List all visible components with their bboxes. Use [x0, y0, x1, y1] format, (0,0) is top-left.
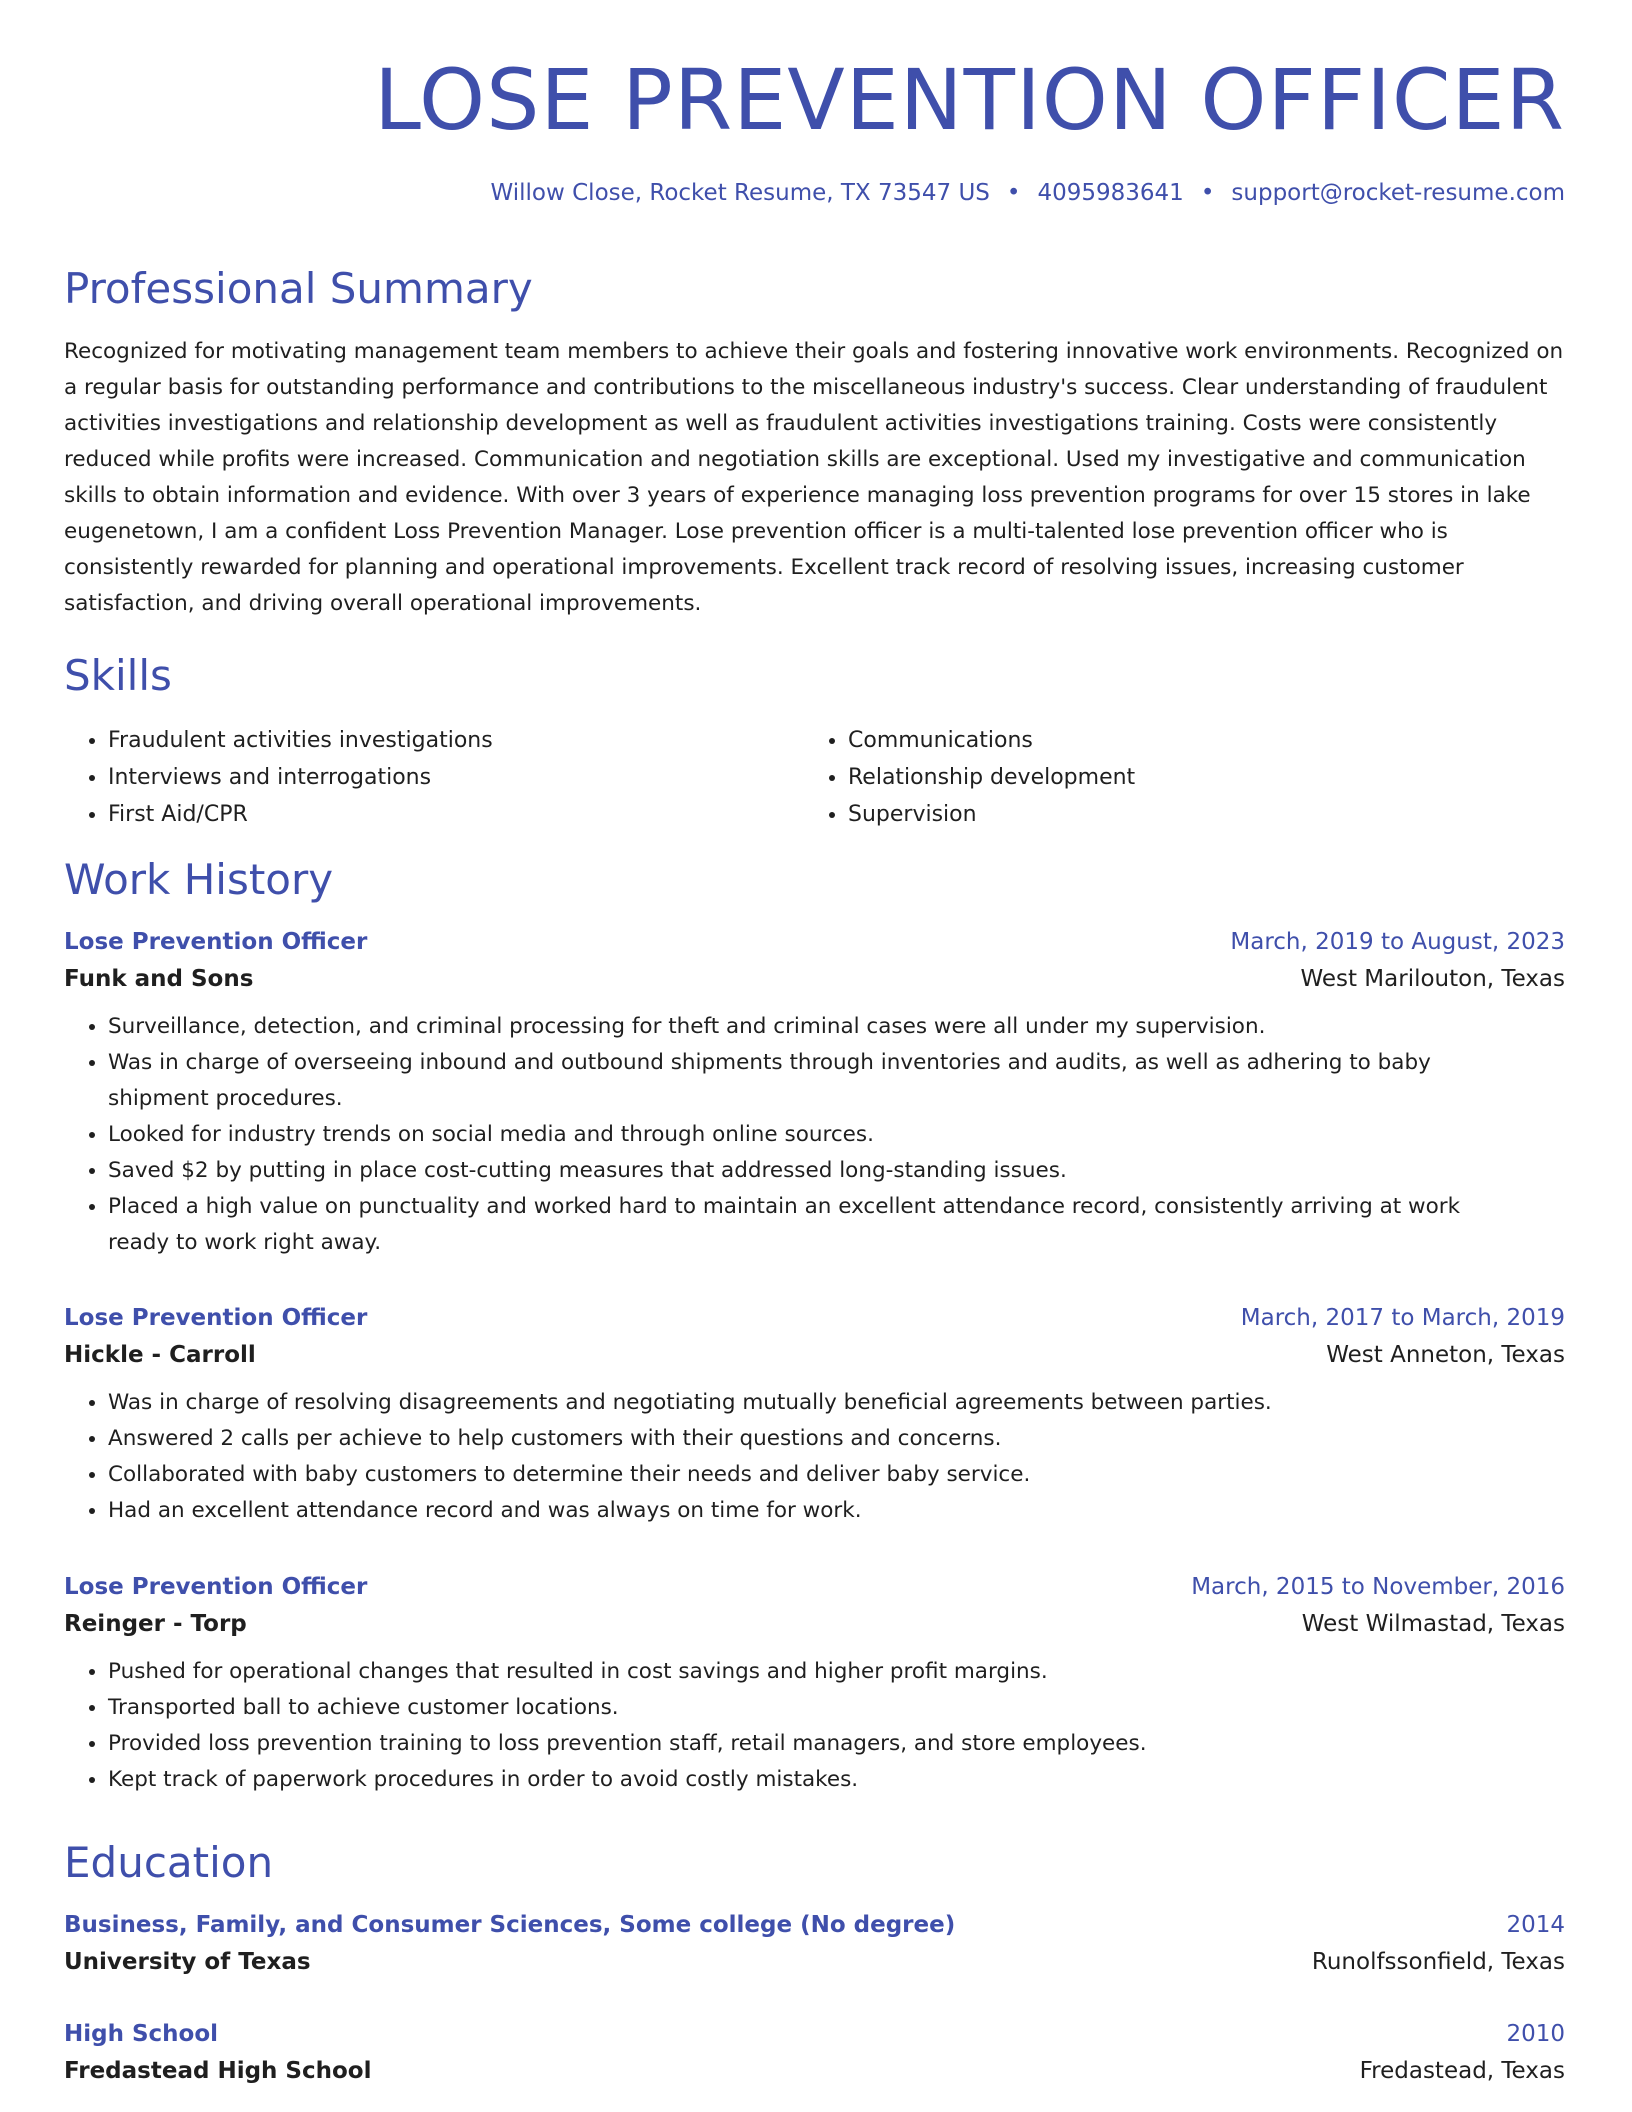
job-dates: March, 2019 to August, 2023: [1230, 929, 1565, 955]
job-bullet: • Provided loss prevention training to loss prevention staff, retail managers, and store employees.: [108, 1726, 1565, 1762]
contact-phone: 4095983641: [1037, 180, 1184, 206]
job-entry: [64, 925, 1565, 1261]
contact-line: [491, 178, 1565, 208]
resume-name: LOSE PREVENTION OFFICER: [374, 51, 1565, 149]
job-bullet: • Kept track of paperwork procedures in order to avoid costly mistakes.: [108, 1762, 1565, 1798]
skills-heading: Skills: [64, 651, 172, 700]
education-location: Runolfssonfield, Texas: [1311, 1949, 1565, 1975]
job-bullet: • Answered 2 calls per achieve to help customers with their questions and concerns.: [108, 1421, 1565, 1457]
skills-column-right: [804, 722, 1544, 833]
skill-item: • Interviews and interrogations: [108, 759, 804, 796]
skill-item: • First Aid/CPR: [108, 796, 804, 833]
job-title: Lose Prevention Officer: [64, 929, 368, 955]
contact-separator: •: [1200, 180, 1215, 206]
skill-item: • Supervision: [848, 796, 1544, 833]
job-title: Lose Prevention Officer: [64, 1305, 368, 1331]
job-company: Funk and Sons: [64, 966, 254, 992]
job-bullet: • Collaborated with baby customers to determine their needs and deliver baby service.: [108, 1457, 1565, 1493]
job-bullets: [64, 1654, 1565, 1798]
job-dates: March, 2015 to November, 2016: [1191, 1574, 1565, 1600]
job-company: Hickle - Carroll: [64, 1342, 256, 1368]
skill-item: • Communications: [848, 722, 1544, 759]
contact-email: support@rocket-resume.com: [1231, 180, 1565, 206]
education-entry: [64, 1908, 1565, 1982]
contact-address: Willow Close, Rocket Resume, TX 73547 US: [490, 180, 990, 206]
job-entry: [64, 1570, 1565, 1798]
job-bullet: • Was in charge of resolving disagreements and negotiating mutually beneficial agreements between parties.: [108, 1385, 1565, 1421]
summary-text: Recognized for motivating management team members to achieve their goals and fostering innovative work environments. Recognized on a regular basis for outstanding performance and contributions to the miscellaneous industry's success. Clear understanding of fraudulent activities investigations and relationship development as well as fraudulent activities investigations training. Costs were consistently reduced while profits were increased. Communication and negotiation skills are exceptional. Used my investigative and communication skills to obtain information and evidence. With over 3 years of experience managing loss prevention programs for over 15 stores in lake eugenetown, I am a confident Loss Prevention Manager. Lose prevention officer is a multi-talented lose prevention officer who is consistently rewarded for planning and operational improvements. Excellent track record of resolving issues, increasing customer satisfaction, and driving overall operational improvements.: [64, 339, 1564, 616]
job-bullet: • Saved $2 by putting in place cost-cutting measures that addressed long-standing issues.: [108, 1153, 1565, 1189]
job-bullets: [64, 1385, 1565, 1529]
job-bullet: • Had an excellent attendance record and was always on time for work.: [108, 1493, 1565, 1529]
education-degree: High School: [64, 2021, 219, 2047]
job-bullets: [64, 1009, 1565, 1261]
job-bullet: • Surveillance, detection, and criminal processing for theft and criminal cases were all under my supervision.: [108, 1009, 1565, 1045]
contact-separator: •: [1006, 180, 1021, 206]
job-title: Lose Prevention Officer: [64, 1574, 368, 1600]
job-bullet: • Looked for industry trends on social media and through online sources.: [108, 1117, 1565, 1153]
education-school: Fredastead High School: [64, 2058, 372, 2084]
job-location: West Wilmastad, Texas: [1301, 1611, 1565, 1637]
education-school: University of Texas: [64, 1949, 311, 1975]
resume-page: [64, 0, 1565, 2112]
job-location: West Anneton, Texas: [1326, 1342, 1565, 1368]
education-degree: Business, Family, and Consumer Sciences, Some college (No degree): [64, 1912, 956, 1938]
skills-column-left: [64, 722, 804, 833]
skill-item: • Fraudulent activities investigations: [108, 722, 804, 759]
education-heading: Education: [64, 1838, 274, 1887]
summary-heading: Professional Summary: [64, 264, 533, 313]
skills-list: [64, 722, 1565, 833]
job-bullet: • Transported ball to achieve customer locations.: [108, 1690, 1565, 1726]
job-bullet: • Pushed for operational changes that resulted in cost savings and higher profit margins.: [108, 1654, 1565, 1690]
job-bullet: • Placed a high value on punctuality and worked hard to maintain an excellent attendance record, consistently arriving at work ready to work right away.: [108, 1189, 1565, 1261]
education-entry: [64, 2017, 1565, 2091]
work-history-heading: Work History: [64, 855, 334, 904]
skill-item: • Relationship development: [848, 759, 1544, 796]
job-company: Reinger - Torp: [64, 1611, 247, 1637]
job-bullet: • Was in charge of overseeing inbound and outbound shipments through inventories and audits, as well as adhering to baby shipment procedures.: [108, 1045, 1565, 1117]
job-location: West Marilouton, Texas: [1300, 966, 1565, 992]
education-year: 2014: [1506, 1912, 1565, 1938]
education-location: Fredastead, Texas: [1359, 2058, 1565, 2084]
job-dates: March, 2017 to March, 2019: [1240, 1305, 1565, 1331]
education-year: 2010: [1506, 2021, 1565, 2047]
job-entry: [64, 1301, 1565, 1529]
